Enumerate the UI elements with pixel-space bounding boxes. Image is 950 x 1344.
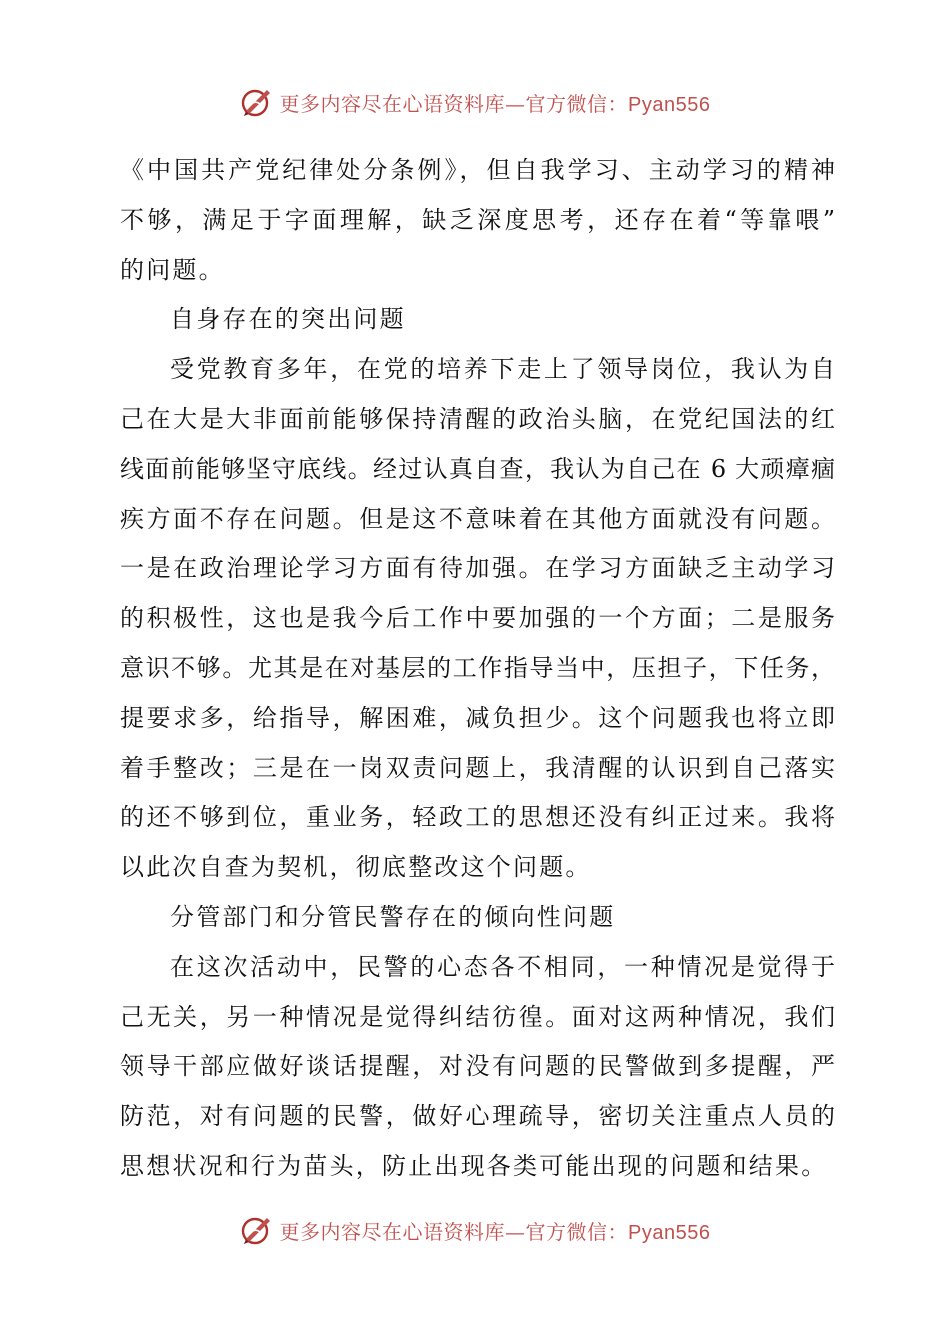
header-watermark — [0, 82, 950, 122]
text-line: 疾方面不存在问题。但是这不意味着在其他方面就没有问题。 — [120, 504, 835, 533]
text-line: 一是在政治理论学习方面有待加强。在学习方面缺乏主动学习 — [120, 554, 835, 583]
document-body — [120, 146, 835, 1192]
section-heading: 分管部门和分管民警存在的倾向性问题 — [170, 902, 616, 931]
text-line: 思想状况和行为苗头，防止出现各类可能出现的问题和结果。 — [120, 1151, 828, 1180]
text-line: 意识不够。尤其是在对基层的工作指导当中，压担子，下任务， — [120, 653, 835, 682]
text-line: 领导干部应做好谈话提醒，对没有问题的民警做到多提醒，严 — [120, 1052, 835, 1081]
text-line: 以此次自查为契机，彻底整改这个问题。 — [120, 853, 592, 882]
watermark-text: 更多内容尽在心语资料库—官方微信： — [279, 1219, 629, 1244]
watermark-text: 更多内容尽在心语资料库—官方微信： — [279, 91, 629, 116]
pen-logo-icon — [240, 85, 274, 119]
text-line: 提要求多，给指导，解困难，减负担少。这个问题我也将立即 — [120, 703, 835, 732]
text-line: 的问题。 — [120, 255, 225, 284]
text-line: 着手整改；三是在一岗双责问题上，我清醒的认识到自己落实 — [120, 753, 835, 782]
text-line: 不够，满足于字面理解，缺乏深度思考，还存在着“等靠喂” — [120, 205, 835, 234]
text-line: 《中国共产党纪律处分条例》，但自我学习、主动学习的精神 — [120, 156, 835, 184]
text-line: 己在大是大非面前能够保持清醒的政治头脑，在党纪国法的红 — [120, 404, 835, 433]
pen-logo-icon — [240, 1213, 274, 1247]
footer-watermark — [0, 1210, 950, 1250]
text-line: 受党教育多年，在党的培养下走上了领导岗位，我认为自 — [170, 355, 835, 384]
text-line: 己无关，另一种情况是觉得纠结彷徨。面对这两种情况，我们 — [120, 1002, 835, 1031]
text-line: 的还不够到位，重业务，轻政工的思想还没有纠正过来。我将 — [120, 803, 835, 832]
text-line: 线面前能够坚守底线。经过认真自查，我认为自己在 6 大顽瘴痼 — [120, 454, 835, 483]
section-heading: 自身存在的突出问题 — [170, 305, 406, 334]
text-line: 防范，对有问题的民警，做好心理疏导，密切关注重点人员的 — [120, 1102, 835, 1131]
watermark-wechat-id: Pyan556 — [628, 93, 711, 116]
watermark-wechat-id: Pyan556 — [628, 1221, 711, 1244]
text-line: 在这次活动中，民警的心态各不相同，一种情况是觉得于 — [170, 952, 835, 981]
text-line: 的积极性，这也是我今后工作中要加强的一个方面；二是服务 — [120, 604, 835, 633]
